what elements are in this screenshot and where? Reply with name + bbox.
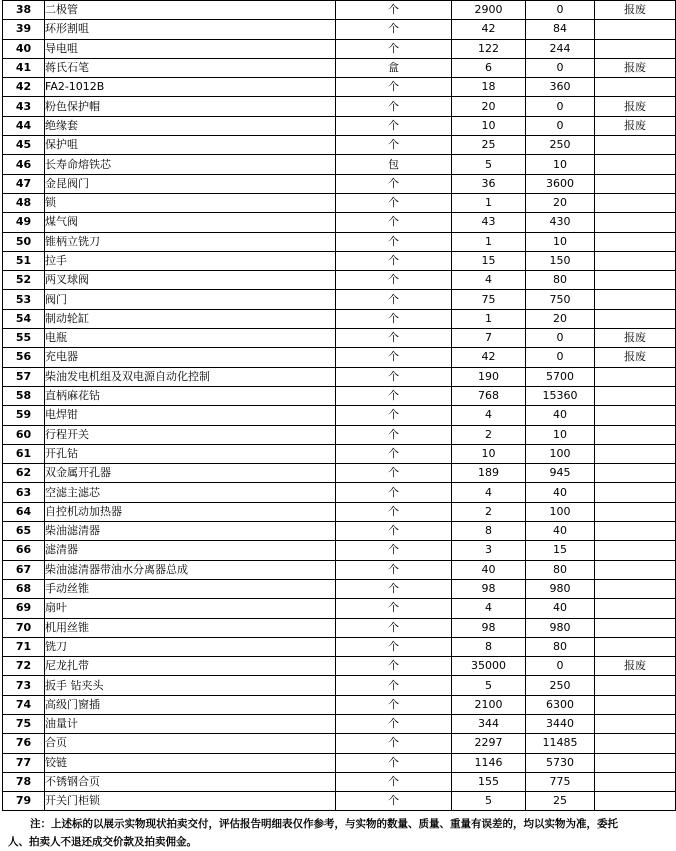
row-number: 68 <box>3 579 45 598</box>
table-row <box>3 522 676 541</box>
item-note <box>595 309 676 328</box>
item-quantity: 5 <box>452 676 526 695</box>
item-value: 360 <box>526 78 595 97</box>
item-name: 阀门 <box>45 290 336 309</box>
item-quantity: 5 <box>452 792 526 811</box>
item-quantity: 768 <box>452 386 526 405</box>
row-number: 76 <box>3 734 45 753</box>
item-quantity: 8 <box>452 522 526 541</box>
item-quantity: 2100 <box>452 695 526 714</box>
item-unit: 个 <box>336 232 452 251</box>
table-row <box>3 464 676 483</box>
item-value: 6300 <box>526 695 595 714</box>
item-unit: 个 <box>336 193 452 212</box>
row-number: 75 <box>3 714 45 733</box>
table-row <box>3 97 676 116</box>
item-unit: 个 <box>336 522 452 541</box>
item-quantity: 35000 <box>452 657 526 676</box>
item-name: 开孔钻 <box>45 444 336 463</box>
table-row <box>3 155 676 174</box>
item-value: 250 <box>526 676 595 695</box>
item-note <box>595 618 676 637</box>
table-row <box>3 599 676 618</box>
item-name: 机用丝锥 <box>45 618 336 637</box>
item-value: 15360 <box>526 386 595 405</box>
item-note: 报废 <box>595 97 676 116</box>
item-value: 0 <box>526 1 595 20</box>
item-quantity: 8 <box>452 637 526 656</box>
item-note <box>595 464 676 483</box>
item-unit: 个 <box>336 637 452 656</box>
item-note <box>595 637 676 656</box>
item-value: 0 <box>526 116 595 135</box>
item-value: 10 <box>526 232 595 251</box>
item-name: 保护咀 <box>45 136 336 155</box>
item-name: 尼龙扎带 <box>45 657 336 676</box>
row-number: 38 <box>3 1 45 20</box>
item-unit: 个 <box>336 560 452 579</box>
item-unit: 个 <box>336 772 452 791</box>
table-row <box>3 406 676 425</box>
item-note <box>595 232 676 251</box>
item-quantity: 3 <box>452 541 526 560</box>
item-note: 报废 <box>595 657 676 676</box>
item-quantity: 36 <box>452 174 526 193</box>
row-number: 77 <box>3 753 45 772</box>
item-note <box>595 695 676 714</box>
item-quantity: 1 <box>452 309 526 328</box>
table-row <box>3 39 676 58</box>
item-note <box>595 251 676 270</box>
item-value: 80 <box>526 271 595 290</box>
item-note: 报废 <box>595 329 676 348</box>
table-row <box>3 695 676 714</box>
item-note <box>595 792 676 811</box>
item-name: 开关门柜锁 <box>45 792 336 811</box>
item-quantity: 10 <box>452 116 526 135</box>
item-unit: 个 <box>336 502 452 521</box>
item-value: 100 <box>526 444 595 463</box>
item-name: 柴油发电机组及双电源自动化控制 <box>45 367 336 386</box>
item-name: 蒋氏石笔 <box>45 58 336 77</box>
item-name: 制动轮缸 <box>45 309 336 328</box>
item-value: 250 <box>526 136 595 155</box>
item-name: 合页 <box>45 734 336 753</box>
row-number: 66 <box>3 541 45 560</box>
row-number: 46 <box>3 155 45 174</box>
item-name: 直柄麻花钻 <box>45 386 336 405</box>
item-name: 金昆阀门 <box>45 174 336 193</box>
row-number: 53 <box>3 290 45 309</box>
item-unit: 个 <box>336 97 452 116</box>
table-row <box>3 290 676 309</box>
item-quantity: 18 <box>452 78 526 97</box>
item-note <box>595 367 676 386</box>
table-row <box>3 502 676 521</box>
row-number: 57 <box>3 367 45 386</box>
item-quantity: 98 <box>452 618 526 637</box>
item-note <box>595 541 676 560</box>
item-quantity: 42 <box>452 348 526 367</box>
item-name: 双金属开孔器 <box>45 464 336 483</box>
table-row <box>3 309 676 328</box>
table-row <box>3 367 676 386</box>
item-unit: 个 <box>336 483 452 502</box>
item-name: 绝缘套 <box>45 116 336 135</box>
item-unit: 个 <box>336 714 452 733</box>
item-name: 粉色保护帽 <box>45 97 336 116</box>
item-note <box>595 271 676 290</box>
item-value: 40 <box>526 522 595 541</box>
inventory-sheet <box>2 0 646 811</box>
table-row <box>3 329 676 348</box>
item-value: 0 <box>526 97 595 116</box>
row-number: 71 <box>3 637 45 656</box>
footnote <box>8 815 633 851</box>
row-number: 39 <box>3 20 45 39</box>
item-value: 5730 <box>526 753 595 772</box>
row-number: 54 <box>3 309 45 328</box>
item-value: 15 <box>526 541 595 560</box>
table-row <box>3 772 676 791</box>
row-number: 78 <box>3 772 45 791</box>
item-note <box>595 155 676 174</box>
item-unit: 盒 <box>336 58 452 77</box>
item-note <box>595 560 676 579</box>
item-quantity: 20 <box>452 97 526 116</box>
row-number: 67 <box>3 560 45 579</box>
item-note <box>595 579 676 598</box>
item-unit: 个 <box>336 541 452 560</box>
inventory-table-body <box>3 1 676 811</box>
table-row <box>3 348 676 367</box>
table-row <box>3 637 676 656</box>
item-quantity: 1146 <box>452 753 526 772</box>
item-unit: 个 <box>336 579 452 598</box>
item-note <box>595 213 676 232</box>
item-quantity: 98 <box>452 579 526 598</box>
table-row <box>3 541 676 560</box>
item-note <box>595 386 676 405</box>
item-name: 手动丝锥 <box>45 579 336 598</box>
item-name: 滤清器 <box>45 541 336 560</box>
table-row <box>3 753 676 772</box>
item-value: 980 <box>526 618 595 637</box>
item-note: 报废 <box>595 116 676 135</box>
item-name: 电瓶 <box>45 329 336 348</box>
item-name: 拉手 <box>45 251 336 270</box>
item-value: 0 <box>526 329 595 348</box>
item-name: 环形割咀 <box>45 20 336 39</box>
item-quantity: 4 <box>452 406 526 425</box>
table-row <box>3 193 676 212</box>
item-unit: 个 <box>336 406 452 425</box>
item-unit: 个 <box>336 734 452 753</box>
table-row <box>3 136 676 155</box>
item-value: 40 <box>526 599 595 618</box>
item-quantity: 155 <box>452 772 526 791</box>
item-name: 两叉球阀 <box>45 271 336 290</box>
item-quantity: 4 <box>452 271 526 290</box>
item-name: 柴油滤清器带油水分离器总成 <box>45 560 336 579</box>
item-unit: 个 <box>336 1 452 20</box>
table-row <box>3 483 676 502</box>
item-unit: 个 <box>336 251 452 270</box>
item-note <box>595 39 676 58</box>
item-name: 行程开关 <box>45 425 336 444</box>
item-unit: 个 <box>336 39 452 58</box>
item-note <box>595 772 676 791</box>
item-unit: 个 <box>336 464 452 483</box>
table-row <box>3 425 676 444</box>
item-note <box>595 290 676 309</box>
item-unit: 个 <box>336 78 452 97</box>
item-name: 导电咀 <box>45 39 336 58</box>
item-unit: 个 <box>336 348 452 367</box>
row-number: 60 <box>3 425 45 444</box>
item-value: 5700 <box>526 367 595 386</box>
table-row <box>3 1 676 20</box>
item-value: 150 <box>526 251 595 270</box>
item-unit: 个 <box>336 367 452 386</box>
item-note <box>595 502 676 521</box>
table-row <box>3 386 676 405</box>
row-number: 41 <box>3 58 45 77</box>
item-value: 0 <box>526 58 595 77</box>
row-number: 63 <box>3 483 45 502</box>
item-quantity: 10 <box>452 444 526 463</box>
row-number: 44 <box>3 116 45 135</box>
item-quantity: 122 <box>452 39 526 58</box>
row-number: 56 <box>3 348 45 367</box>
item-value: 20 <box>526 193 595 212</box>
table-row <box>3 618 676 637</box>
item-value: 0 <box>526 657 595 676</box>
item-name: FA2-1012B <box>45 78 336 97</box>
table-row <box>3 174 676 193</box>
item-value: 100 <box>526 502 595 521</box>
item-name: 不锈钢合页 <box>45 772 336 791</box>
item-unit: 个 <box>336 271 452 290</box>
item-note: 报废 <box>595 58 676 77</box>
item-name: 锁 <box>45 193 336 212</box>
item-value: 3440 <box>526 714 595 733</box>
table-row <box>3 78 676 97</box>
item-unit: 个 <box>336 386 452 405</box>
item-value: 20 <box>526 309 595 328</box>
item-value: 945 <box>526 464 595 483</box>
table-row <box>3 271 676 290</box>
item-value: 3600 <box>526 174 595 193</box>
item-note <box>595 174 676 193</box>
item-name: 空滤主滤芯 <box>45 483 336 502</box>
table-row <box>3 232 676 251</box>
item-note <box>595 444 676 463</box>
item-quantity: 1 <box>452 232 526 251</box>
item-value: 980 <box>526 579 595 598</box>
row-number: 55 <box>3 329 45 348</box>
item-unit: 个 <box>336 309 452 328</box>
item-unit: 个 <box>336 618 452 637</box>
row-number: 69 <box>3 599 45 618</box>
item-unit: 个 <box>336 329 452 348</box>
footnote-text: 注：上述标的以展示实物现状拍卖交付，评估报告明细表仅作参考，与实物的数量、质量、重量有误差的，均以实物为准，委托人、拍卖人不退还成交价款及拍卖佣金。 <box>8 818 618 848</box>
item-quantity: 1 <box>452 193 526 212</box>
item-note <box>595 425 676 444</box>
item-quantity: 190 <box>452 367 526 386</box>
item-value: 244 <box>526 39 595 58</box>
item-value: 10 <box>526 425 595 444</box>
item-unit: 包 <box>336 155 452 174</box>
item-unit: 个 <box>336 174 452 193</box>
row-number: 61 <box>3 444 45 463</box>
item-value: 80 <box>526 560 595 579</box>
table-row <box>3 58 676 77</box>
row-number: 74 <box>3 695 45 714</box>
item-note <box>595 599 676 618</box>
item-unit: 个 <box>336 116 452 135</box>
item-name: 电焊钳 <box>45 406 336 425</box>
row-number: 72 <box>3 657 45 676</box>
item-quantity: 344 <box>452 714 526 733</box>
table-row <box>3 676 676 695</box>
row-number: 59 <box>3 406 45 425</box>
item-quantity: 2900 <box>452 1 526 20</box>
item-name: 煤气阀 <box>45 213 336 232</box>
item-quantity: 189 <box>452 464 526 483</box>
table-row <box>3 116 676 135</box>
item-name: 柴油滤清器 <box>45 522 336 541</box>
item-unit: 个 <box>336 213 452 232</box>
item-note <box>595 406 676 425</box>
table-row <box>3 560 676 579</box>
item-unit: 个 <box>336 425 452 444</box>
row-number: 52 <box>3 271 45 290</box>
item-note <box>595 136 676 155</box>
item-note: 报废 <box>595 1 676 20</box>
item-value: 430 <box>526 213 595 232</box>
item-quantity: 5 <box>452 155 526 174</box>
row-number: 40 <box>3 39 45 58</box>
item-name: 铰链 <box>45 753 336 772</box>
item-unit: 个 <box>336 792 452 811</box>
row-number: 51 <box>3 251 45 270</box>
item-quantity: 25 <box>452 136 526 155</box>
item-quantity: 2 <box>452 425 526 444</box>
table-row <box>3 444 676 463</box>
item-name: 扇叶 <box>45 599 336 618</box>
item-quantity: 4 <box>452 599 526 618</box>
row-number: 43 <box>3 97 45 116</box>
item-note: 报废 <box>595 348 676 367</box>
item-unit: 个 <box>336 599 452 618</box>
row-number: 48 <box>3 193 45 212</box>
item-name: 锥柄立铣刀 <box>45 232 336 251</box>
row-number: 49 <box>3 213 45 232</box>
item-unit: 个 <box>336 695 452 714</box>
table-row <box>3 251 676 270</box>
item-quantity: 15 <box>452 251 526 270</box>
item-note <box>595 483 676 502</box>
table-row <box>3 579 676 598</box>
item-value: 11485 <box>526 734 595 753</box>
item-quantity: 2297 <box>452 734 526 753</box>
item-note <box>595 20 676 39</box>
row-number: 62 <box>3 464 45 483</box>
item-unit: 个 <box>336 676 452 695</box>
item-unit: 个 <box>336 657 452 676</box>
item-name: 自控机动加热器 <box>45 502 336 521</box>
row-number: 65 <box>3 522 45 541</box>
item-value: 25 <box>526 792 595 811</box>
item-quantity: 4 <box>452 483 526 502</box>
item-note <box>595 734 676 753</box>
table-row <box>3 213 676 232</box>
row-number: 70 <box>3 618 45 637</box>
item-quantity: 42 <box>452 20 526 39</box>
table-row <box>3 657 676 676</box>
item-quantity: 6 <box>452 58 526 77</box>
item-name: 长寿命熔铁芯 <box>45 155 336 174</box>
item-note <box>595 522 676 541</box>
row-number: 58 <box>3 386 45 405</box>
item-value: 40 <box>526 406 595 425</box>
item-value: 40 <box>526 483 595 502</box>
item-name: 扳手 钻夹头 <box>45 676 336 695</box>
item-name: 铣刀 <box>45 637 336 656</box>
inventory-table <box>2 0 676 811</box>
row-number: 50 <box>3 232 45 251</box>
row-number: 79 <box>3 792 45 811</box>
item-unit: 个 <box>336 444 452 463</box>
item-value: 0 <box>526 348 595 367</box>
item-quantity: 2 <box>452 502 526 521</box>
table-row <box>3 734 676 753</box>
row-number: 73 <box>3 676 45 695</box>
item-name: 高级门窗插 <box>45 695 336 714</box>
item-unit: 个 <box>336 753 452 772</box>
item-value: 775 <box>526 772 595 791</box>
item-unit: 个 <box>336 136 452 155</box>
item-note <box>595 193 676 212</box>
row-number: 47 <box>3 174 45 193</box>
item-quantity: 43 <box>452 213 526 232</box>
row-number: 45 <box>3 136 45 155</box>
item-name: 二极管 <box>45 1 336 20</box>
item-quantity: 40 <box>452 560 526 579</box>
item-value: 84 <box>526 20 595 39</box>
item-value: 10 <box>526 155 595 174</box>
item-name: 充电器 <box>45 348 336 367</box>
item-unit: 个 <box>336 290 452 309</box>
item-value: 750 <box>526 290 595 309</box>
table-row <box>3 714 676 733</box>
item-note <box>595 714 676 733</box>
row-number: 42 <box>3 78 45 97</box>
item-unit: 个 <box>336 20 452 39</box>
table-row <box>3 20 676 39</box>
item-note <box>595 676 676 695</box>
item-value: 80 <box>526 637 595 656</box>
row-number: 64 <box>3 502 45 521</box>
table-row <box>3 792 676 811</box>
item-note <box>595 753 676 772</box>
item-quantity: 7 <box>452 329 526 348</box>
item-name: 油量计 <box>45 714 336 733</box>
item-note <box>595 78 676 97</box>
item-quantity: 75 <box>452 290 526 309</box>
